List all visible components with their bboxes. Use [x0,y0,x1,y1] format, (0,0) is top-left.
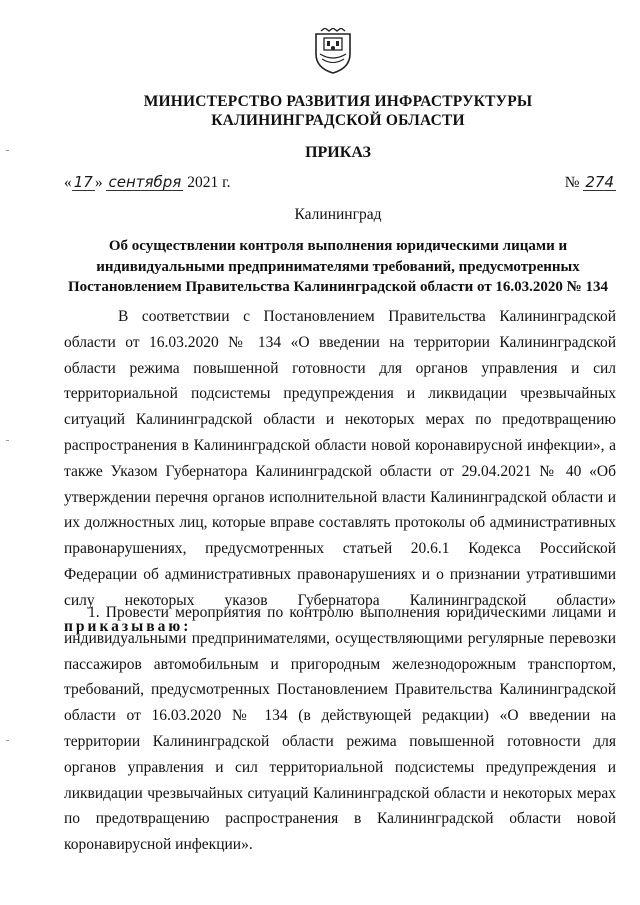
subject-line-3: Постановлением Правительства Калининградской области от 16.03.2020 № 134 [67,279,609,295]
order-number-label: № [564,174,580,191]
date-month-handwritten: сентября [108,173,182,191]
margin-mark [6,740,9,741]
date-close-quote: » [94,174,103,191]
preamble-text: В соответствии с Постановлением Правительства Калининградской области от 16.03.2020 № 134 «О введении на территории Калининградской области режима повышенной готовности для органов управления и сил территориальной подсистемы предупреждения и ликвидации чрезвычайных ситуаций Калининградской области и некоторых мерах по предотвращению распространения в Калининградской области новой коронавирусной инфекции», а также Указом Губернатора Калининградской области от 29.04.2021 № 40 «Об утверждении перечня органов исполнительной власти Калининградской области и их должностных лиц, которые вправе составлять протоколы об административных правонарушениях, предусмотренных статьей 20.6.1 Кодекса Российской Федерации об административных правонарушениях и о признании утратившими силу некоторых указов Губернатора Калининградской области» [64,308,616,609]
order-title: ПРИКАЗ [305,144,371,161]
date-line [64,172,616,196]
order-number-handwritten: 274 [585,173,614,191]
preamble-paragraph [64,304,616,639]
order-date [64,174,231,192]
margin-mark [6,440,9,441]
date-day-handwritten: 17 [73,173,93,191]
order-verb: приказываю: [64,617,192,635]
ministry-line-1: МИНИСТЕРСТВО РАЗВИТИЯ ИНФРАСТРУКТУРЫ [143,93,533,110]
ministry-line-2: КАЛИНИНГРАДСКОЙ ОБЛАСТИ [211,112,465,129]
order-item-1: 1. Провести мероприятия по контролю выполнения юридическими лицами и индивидуальными предпринимателями, осуществляющими регулярные перевозки пассажиров автомобильным и пригородным железнодорожным транспортом, требований, предусмотренных Постановлением Правительства Калининградской области от 16.03.2020 № 134 (в действующей редакции) «О введении на территории Калининградской области режима повышенной готовности для органов управления и сил территориальной подсистемы предупреждения и ликвидации чрезвычайных ситуаций Калининградской области и некоторых мерах по предотвращению распространения в Калининградской области новой коронавирусной инфекции». [64,604,616,854]
subject-line-2: индивидуальными предпринимателями требований, предусмотренных [96,258,580,275]
coat-of-arms-icon [312,28,354,74]
date-year: 2021 г. [187,174,231,191]
order-number [565,174,616,192]
date-open-quote: « [64,174,72,191]
subject-line-1: Об осуществлении контроля выполнения юридическими лицами и [108,238,568,254]
margin-mark [6,150,9,151]
order-subject [60,236,616,298]
ministry-name [60,92,616,130]
city-name: Калининград [294,206,382,223]
